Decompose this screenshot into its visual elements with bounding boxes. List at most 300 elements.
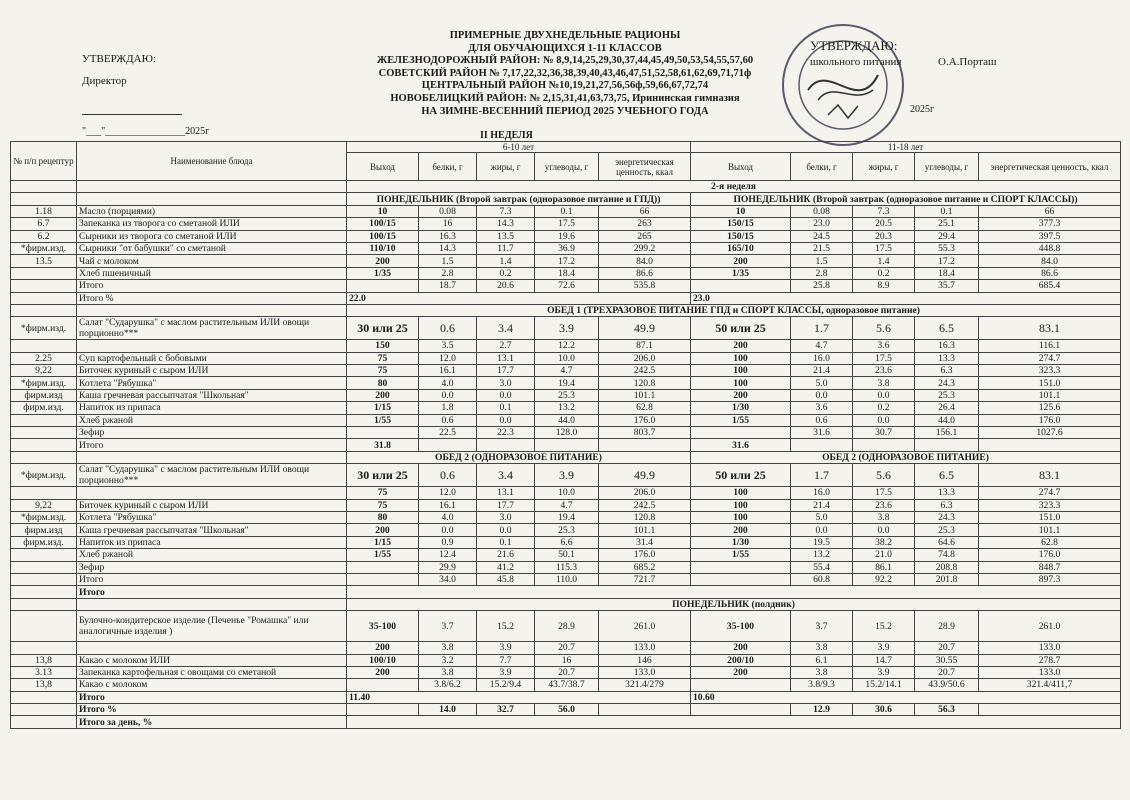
table-cell: 13.5 [477,230,535,242]
table-row [11,242,1121,254]
table-cell: Суп картофельный с бобовыми [77,352,347,364]
table-cell: 16.3 [419,230,477,242]
table-cell: 19.4 [535,377,599,389]
table-cell: 200/10 [691,654,791,666]
table-cell: 0.1 [477,536,535,548]
table-cell: 0.0 [853,414,915,426]
col-output: Выход [691,153,791,181]
table-cell: 17.5 [535,218,599,230]
table-cell: 15.2 [477,611,535,642]
table-cell: 0.0 [791,389,853,401]
table-cell: 2.7 [477,340,535,352]
table-cell [979,704,1121,716]
table-cell: 10.60 [691,691,1121,703]
table-cell: фирм.изд. [11,536,77,548]
table-cell: 3.6 [791,402,853,414]
title-line: НОВОБЕЛИЦКИЙ РАЙОН: № 2,15,31,41,63,73,75, Ирининская гимназия [390,92,740,104]
table-cell: 35.7 [915,280,979,292]
table-cell: 3.0 [477,377,535,389]
table-row [11,414,1121,426]
table-cell: фирм.изд. [11,402,77,414]
table-cell: *фирм.изд. [11,317,77,340]
table-cell [347,280,419,292]
table-cell: 30 или 25 [347,464,419,487]
table-cell: 35-100 [691,611,791,642]
table-cell: 21.6 [477,549,535,561]
table-row [11,499,1121,511]
table-cell: Масло (порциями) [77,205,347,217]
table-cell: 64.6 [915,536,979,548]
table-cell: Каша гречневая рассыпчатая "Школьная" [77,524,347,536]
table-cell: 49.9 [599,464,691,487]
table-cell [347,679,419,691]
table-cell [11,280,77,292]
table-cell: ОБЕД 2 (ОДНОРАЗОВОЕ ПИТАНИЕ) [691,451,1121,463]
table-cell: Салат "Сударушка" с маслом растительным ИЛИ овощи порционно*** [77,317,347,340]
table-cell [691,573,791,585]
table-cell: 38.2 [853,536,915,548]
table-cell: 11.40 [347,691,691,703]
table-row [11,280,1121,292]
table-cell: 21.0 [853,549,915,561]
table-cell [11,704,77,716]
table-row [11,716,1121,728]
table-cell: 16 [535,654,599,666]
table-cell [477,439,535,451]
table-cell [11,586,77,598]
table-cell [11,451,77,463]
table-cell [347,704,419,716]
table-row [11,402,1121,414]
title-line: ПРИМЕРНЫЕ ДВУХНЕДЕЛЬНЫЕ РАЦИОНЫ [449,30,681,41]
table-cell: 448.8 [979,242,1121,254]
table-cell: Итого за день, % [77,716,347,728]
table-cell: 1.7 [791,464,853,487]
table-cell: 200 [691,255,791,267]
table-row [11,654,1121,666]
table-cell: 3.8 [853,511,915,523]
table-cell: 0.6 [419,317,477,340]
table-row [11,586,1121,598]
table-cell: 75 [347,352,419,364]
table-cell: Итого % [77,704,347,716]
table-cell [11,414,77,426]
table-cell: 321.4/279 [599,679,691,691]
table-cell: Какао с молоком ИЛИ [77,654,347,666]
table-cell [11,340,77,352]
table-cell: Чай с молоком [77,255,347,267]
section-row [11,193,1121,205]
table-row [11,352,1121,364]
week-row [11,181,1121,193]
table-cell: 323.3 [979,365,1121,377]
table-cell: 24.3 [915,511,979,523]
table-row [11,389,1121,401]
table-cell: 25.3 [915,389,979,401]
table-cell: 17.5 [853,242,915,254]
table-cell: Запеканка картофельная с овощами со сметаной [77,666,347,678]
table-cell: 1/35 [691,267,791,279]
table-row [11,666,1121,678]
table-row [11,642,1121,654]
table-cell [347,716,1121,728]
table-cell: 200 [347,666,419,678]
table-cell: Напиток из припаса [77,536,347,548]
table-cell [77,642,347,654]
table-cell: 100/15 [347,230,419,242]
table-cell: 30.55 [915,654,979,666]
table-cell [691,427,791,439]
table-cell: 3.9 [853,642,915,654]
table-cell: 56.0 [535,704,599,716]
table-cell: 165/10 [691,242,791,254]
table-cell: 31.8 [347,439,419,451]
col-protein: белки, г [419,153,477,181]
approval-left-role: Директор [82,75,127,87]
table-cell: 0.0 [477,414,535,426]
table-cell: 14.3 [419,242,477,254]
table-cell: 3.8/9.3 [791,679,853,691]
table-cell: 20.7 [915,642,979,654]
table-cell [347,573,419,585]
table-row [11,704,1121,716]
table-cell [791,439,853,451]
table-cell: 150/15 [691,218,791,230]
table-cell: 128.0 [535,427,599,439]
table-cell: 101.1 [979,524,1121,536]
table-cell: Салат "Сударушка" с маслом растительным ИЛИ овощи порционно*** [77,464,347,487]
table-cell: 176.0 [599,414,691,426]
table-cell: 14.3 [477,218,535,230]
table-cell [691,679,791,691]
table-cell: 0.2 [477,267,535,279]
table-cell: 201.8 [915,573,979,585]
table-cell: 120.8 [599,377,691,389]
table-cell: 261.0 [599,611,691,642]
table-cell: 23.6 [853,499,915,511]
table-cell: 23.0 [691,292,1121,304]
table-cell: 80 [347,377,419,389]
table-row [11,691,1121,703]
table-cell: 1.7 [791,317,853,340]
table-cell: 3.5 [419,340,477,352]
table-cell: 685.4 [979,280,1121,292]
table-cell [691,280,791,292]
table-cell: 30.7 [853,427,915,439]
table-cell: 55.4 [791,561,853,573]
table-cell: 17.5 [853,487,915,499]
table-cell: *фирм.изд. [11,511,77,523]
table-cell: 146 [599,654,691,666]
table-cell: 0.0 [477,389,535,401]
table-cell: 22.5 [419,427,477,439]
table-cell: 7.3 [477,205,535,217]
table-cell: 0.0 [791,524,853,536]
table-cell: 150/15 [691,230,791,242]
table-cell: 8.9 [853,280,915,292]
table-cell: 20.7 [535,666,599,678]
table-header-row [11,142,1121,153]
section-row [11,598,1121,610]
table-cell: 100 [691,511,791,523]
table-cell: 3.9 [477,642,535,654]
table-cell: 13.1 [477,352,535,364]
table-row [11,679,1121,691]
table-row [11,340,1121,352]
table-row [11,205,1121,217]
table-cell: 10 [347,205,419,217]
table-cell: 75 [347,499,419,511]
week-label: II НЕДЕЛЯ [480,130,533,141]
table-cell [77,304,347,316]
table-cell: 25.3 [535,389,599,401]
approval-right-name: О.А.Порташ [938,56,997,68]
table-cell: 150 [347,340,419,352]
table-cell: 1.4 [477,255,535,267]
table-cell: 200 [347,642,419,654]
table-cell: 4.0 [419,511,477,523]
table-cell: 13.3 [915,487,979,499]
table-cell: 206.0 [599,352,691,364]
table-cell: 176.0 [979,414,1121,426]
table-cell: 25.1 [915,218,979,230]
table-cell: 30.6 [853,704,915,716]
table-cell: 14.0 [419,704,477,716]
table-cell: 6.6 [535,536,599,548]
col-carbs: углеводы, г [915,153,979,181]
table-cell: Биточек куриный с сыром ИЛИ [77,499,347,511]
table-cell: 274.7 [979,352,1121,364]
table-cell [11,642,77,654]
col-recipe: № п/п рецептур [11,142,77,181]
table-cell: 156.1 [915,427,979,439]
table-cell: 66 [979,205,1121,217]
menu-table-body [11,142,1121,729]
table-cell: 17.7 [477,365,535,377]
table-cell: Каша гречневая рассыпчатая "Школьная" [77,389,347,401]
table-cell [599,439,691,451]
table-row [11,230,1121,242]
col-dish: Наименование блюда [77,142,347,181]
table-cell: 133.0 [979,642,1121,654]
table-cell: 3.8 [419,666,477,678]
table-cell: 685.2 [599,561,691,573]
table-row [11,536,1121,548]
table-cell: 36.9 [535,242,599,254]
table-cell: 3.13 [11,666,77,678]
table-cell: 20.7 [915,666,979,678]
table-cell: 6.7 [11,218,77,230]
table-cell: 0.0 [419,524,477,536]
table-cell [11,611,77,642]
table-cell: *фирм.изд. [11,242,77,254]
table-cell: 3.4 [477,317,535,340]
approval-left-label: УТВЕРЖДАЮ: [82,53,156,65]
table-cell: 0.6 [419,464,477,487]
table-cell: 7.7 [477,654,535,666]
table-cell: 17.7 [477,499,535,511]
table-cell: ОБЕД 2 (ОДНОРАЗОВОЕ ПИТАНИЕ) [347,451,691,463]
table-cell: 3.8 [419,642,477,654]
title-line: ДЛЯ ОБУЧАЮЩИХСЯ 1-11 КЛАССОВ [468,42,662,54]
table-cell: 18.4 [535,267,599,279]
table-cell: Итого [77,586,347,598]
table-cell: 0.08 [419,205,477,217]
table-cell: 23.6 [853,365,915,377]
table-cell: 0.0 [853,389,915,401]
table-cell: 5.6 [853,464,915,487]
table-cell [11,487,77,499]
table-cell: 20.3 [853,230,915,242]
table-cell: 86.1 [853,561,915,573]
table-cell: Итого [77,280,347,292]
table-cell: 22.3 [477,427,535,439]
col-energy: энергетическая ценность, ккал [979,153,1121,181]
table-cell: 0.9 [419,536,477,548]
table-cell [11,573,77,585]
table-cell: 176.0 [599,549,691,561]
table-cell: Хлеб ржаной [77,414,347,426]
table-row [11,549,1121,561]
table-cell: 2.8 [791,267,853,279]
table-row [11,267,1121,279]
col-group-2: 11-18 лет [691,142,1121,153]
table-cell: 41.2 [477,561,535,573]
table-cell [347,427,419,439]
table-cell: 803.7 [599,427,691,439]
table-cell: 19.5 [791,536,853,548]
table-cell: Сырники из творога со сметаной ИЛИ [77,230,347,242]
table-cell: 133.0 [599,666,691,678]
table-cell: 115.3 [535,561,599,573]
table-cell [11,549,77,561]
title-line: ЦЕНТРАЛЬНЫЙ РАЙОН №10,19,21,27,56,56ф,59,66,67,72,74 [421,80,709,92]
table-cell [599,704,691,716]
table-cell: 17.5 [853,352,915,364]
table-cell: 278.7 [979,654,1121,666]
table-cell: 24.3 [915,377,979,389]
table-cell: 49.9 [599,317,691,340]
table-cell: Итого % [77,292,347,304]
table-cell: 45.8 [477,573,535,585]
table-cell: Булочно-кондитерское изделие (Печенье "Ромашка" или аналогичные изделия ) [77,611,347,642]
table-cell: 18.4 [915,267,979,279]
table-cell: 3.6 [853,340,915,352]
table-cell: 321.4/411,7 [979,679,1121,691]
table-cell: 151.0 [979,377,1121,389]
table-row [11,561,1121,573]
table-cell: 125.6 [979,402,1121,414]
table-cell: 31.6 [691,439,791,451]
table-cell: 6.2 [11,230,77,242]
table-cell: 9,22 [11,365,77,377]
table-row [11,487,1121,499]
table-cell: 44.0 [535,414,599,426]
table-cell: 17.2 [915,255,979,267]
section-row [11,304,1121,316]
table-cell: 116.1 [979,340,1121,352]
table-cell: 25.3 [535,524,599,536]
approval-right-label: УТВЕРЖДАЮ: [810,38,898,53]
table-cell: 80 [347,511,419,523]
table-cell: 28.9 [535,611,599,642]
table-cell: 1/15 [347,402,419,414]
table-cell: 200 [691,666,791,678]
table-cell [11,561,77,573]
table-row [11,317,1121,340]
table-cell: 0.0 [477,524,535,536]
table-cell [11,598,77,610]
document-header [0,0,1130,140]
table-row [11,464,1121,487]
approval-left [82,48,182,115]
table-cell: 2.25 [11,352,77,364]
approval-right [810,38,997,70]
table-cell: 120.8 [599,511,691,523]
approval-right-date: 2025г [910,104,935,115]
table-cell: 263 [599,218,691,230]
table-cell: Запеканка из творога со сметаной ИЛИ [77,218,347,230]
title-line: НА ЗИМНЕ-ВЕСЕННИЙ ПЕРИОД 2025 УЧЕБНОГО ГОДА [421,105,709,117]
table-cell: 62.8 [599,402,691,414]
table-cell: Зефир [77,561,347,573]
table-cell: 848.7 [979,561,1121,573]
week-row-label: 2-я неделя [347,181,1121,193]
table-row [11,377,1121,389]
table-cell: 3.8 [853,377,915,389]
table-cell: 13,8 [11,679,77,691]
table-cell: 55.3 [915,242,979,254]
table-cell: 6.3 [915,499,979,511]
table-cell: 2.8 [419,267,477,279]
table-row [11,573,1121,585]
table-row [11,365,1121,377]
table-cell: 100 [691,352,791,364]
col-group-1: 6-10 лет [347,142,691,153]
table-cell: 43.9/50.6 [915,679,979,691]
table-cell: 7.3 [853,205,915,217]
table-cell: 0.1 [915,205,979,217]
table-cell: 66 [599,205,691,217]
table-cell: 100 [691,365,791,377]
table-cell [419,439,477,451]
table-cell: 0.1 [477,402,535,414]
section-monday-left: ПОНЕДЕЛЬНИК (Второй завтрак (одноразовое питание и ГПД)) [347,193,691,205]
table-cell: Сырники "от бабушки" со сметаной [77,242,347,254]
table-cell: 62.8 [979,536,1121,548]
table-row [11,218,1121,230]
table-cell: 24.5 [791,230,853,242]
table-cell: 29.9 [419,561,477,573]
table-cell: 4.7 [535,499,599,511]
table-cell [347,586,1121,598]
table-cell: 0.6 [791,414,853,426]
table-cell: Итого [77,691,347,703]
table-cell [11,304,77,316]
table-cell [77,487,347,499]
table-cell: 6.5 [915,317,979,340]
table-cell: 3.8 [791,666,853,678]
table-cell: 200 [691,524,791,536]
table-cell: 10.0 [535,487,599,499]
table-cell: 12.9 [791,704,853,716]
table-cell: 3.9 [535,464,599,487]
table-cell: 12.0 [419,487,477,499]
col-output: Выход [347,153,419,181]
table-cell: 133.0 [599,642,691,654]
table-cell: 242.5 [599,365,691,377]
table-cell: 87.1 [599,340,691,352]
